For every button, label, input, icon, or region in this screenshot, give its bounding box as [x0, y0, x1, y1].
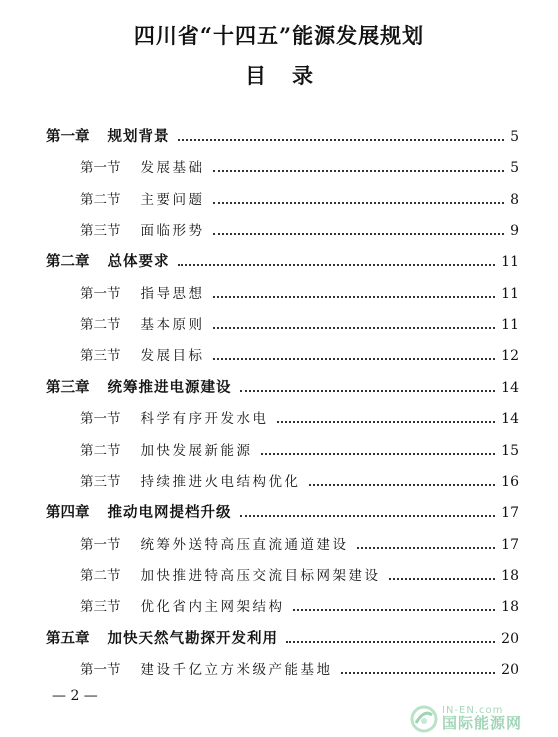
dot-leader — [341, 671, 496, 674]
toc-entry-number: 第四章 — [46, 504, 90, 522]
dot-leader — [213, 295, 496, 298]
dot-leader — [240, 389, 496, 392]
dot-leader — [213, 232, 505, 235]
toc-entry-page: 16 — [501, 473, 519, 490]
toc-entry-number: 第一节 — [80, 160, 121, 177]
toc-section-row[interactable] — [80, 155, 519, 177]
toc-section-row[interactable] — [80, 406, 519, 428]
toc-entry-title: 推动电网提档升级 — [107, 504, 232, 522]
toc-entry-page: 14 — [501, 379, 519, 396]
toc-entry-page: 11 — [501, 254, 519, 271]
toc-entry-number: 第一节 — [80, 536, 121, 553]
toc-entry-title: 加快天然气勘探开发利用 — [107, 629, 278, 647]
toc-entry-number: 第三节 — [80, 223, 121, 240]
dot-leader — [178, 138, 505, 141]
dot-leader — [309, 483, 496, 486]
toc-entry-number: 第三节 — [80, 473, 121, 490]
toc-entry-number: 第一节 — [80, 285, 121, 302]
page-number: — 2 — — [52, 688, 98, 704]
toc-entry-title: 面临形势 — [140, 223, 205, 240]
dot-leader — [213, 169, 505, 172]
toc-section-row[interactable] — [80, 187, 519, 209]
toc-entry-number: 第二节 — [80, 567, 121, 584]
toc-section-row[interactable] — [80, 469, 519, 491]
toc-entry-page: 5 — [510, 129, 519, 145]
toc-section-row[interactable] — [80, 532, 519, 554]
toc-entry-title: 基本原则 — [140, 317, 205, 334]
watermark-cn: 国际能源网 — [442, 714, 523, 732]
toc-section-row[interactable] — [80, 594, 519, 616]
toc-entry-title: 持续推进火电结构优化 — [140, 473, 301, 490]
watermark-en: IN-EN.com — [442, 705, 504, 716]
toc-entry-title: 科学有序开发水电 — [140, 411, 269, 428]
toc-section-row[interactable] — [80, 343, 519, 365]
toc-entry-page: 17 — [501, 536, 519, 553]
toc-entry-title: 优化省内主网架结构 — [140, 599, 285, 616]
toc-entry-number: 第三节 — [80, 599, 121, 616]
dot-leader — [178, 263, 496, 266]
toc-entry-page: 5 — [510, 160, 519, 177]
toc-section-row[interactable] — [80, 218, 519, 240]
toc-section-row[interactable] — [80, 438, 519, 460]
dot-leader — [213, 201, 505, 204]
toc-entry-title: 主要问题 — [140, 191, 205, 208]
toc-chapter-row[interactable] — [46, 124, 519, 146]
toc-entry-page: 11 — [501, 285, 519, 302]
toc-entry-page: 20 — [501, 630, 519, 647]
toc-entry-page: 12 — [501, 348, 519, 365]
watermark — [410, 700, 558, 737]
toc-entry-page: 14 — [501, 411, 519, 428]
toc-entry-page: 17 — [501, 505, 519, 522]
toc-entry-page: 20 — [501, 661, 519, 678]
toc-entry-number: 第二节 — [80, 317, 121, 334]
toc-entry-number: 第一章 — [46, 128, 90, 145]
toc-entry-number: 第二章 — [46, 253, 90, 271]
dot-leader — [293, 608, 496, 611]
in-en-logo-icon — [410, 705, 438, 733]
toc-entry-page: 18 — [501, 567, 519, 584]
toc-heading: 目录 — [245, 63, 339, 88]
toc-chapter-row[interactable] — [46, 626, 519, 648]
toc-section-row[interactable] — [80, 281, 519, 303]
toc-entry-title: 规划背景 — [107, 128, 170, 145]
toc-entry-number: 第五章 — [46, 629, 90, 647]
toc-chapter-row[interactable] — [46, 500, 519, 522]
dot-leader — [240, 514, 496, 517]
toc-entry-number: 第三章 — [46, 378, 90, 396]
toc-entry-page: 18 — [501, 599, 519, 616]
toc-section-row[interactable] — [80, 312, 519, 334]
toc-entry-number: 第一节 — [80, 661, 121, 678]
dot-leader — [357, 546, 496, 549]
toc-entry-title: 总体要求 — [107, 253, 170, 271]
toc-entry-page: 15 — [501, 442, 519, 459]
toc-entry-title: 统筹外送特高压直流通道建设 — [140, 536, 349, 553]
dot-leader — [261, 452, 496, 455]
dot-leader — [213, 357, 496, 360]
toc-chapter-row[interactable] — [46, 249, 519, 271]
dot-leader — [277, 420, 496, 423]
toc-entry-page: 8 — [510, 191, 519, 208]
toc-entry-title: 建设千亿立方米级产能基地 — [140, 661, 333, 678]
toc-entry-title: 加快发展新能源 — [140, 442, 253, 459]
toc-chapter-row[interactable] — [46, 375, 519, 397]
toc-entry-title: 发展基础 — [140, 160, 205, 177]
toc-entry-title: 指导思想 — [140, 285, 205, 302]
toc-entry-number: 第二节 — [80, 442, 121, 459]
toc-entry-page: 9 — [510, 223, 519, 240]
toc-entry-number: 第三节 — [80, 348, 121, 365]
dot-leader — [389, 577, 496, 580]
toc-entry-number: 第二节 — [80, 191, 121, 208]
toc-entry-title: 发展目标 — [140, 348, 205, 365]
toc-section-row[interactable] — [80, 563, 519, 585]
toc-entry-number: 第一节 — [80, 411, 121, 428]
dot-leader — [213, 326, 496, 329]
toc-entry-title: 加快推进特高压交流目标网架建设 — [140, 567, 381, 584]
document-title: 四川省“十四五”能源发展规划 — [133, 23, 425, 48]
toc-entry-title: 统筹推进电源建设 — [107, 378, 232, 396]
dot-leader — [286, 640, 495, 643]
toc-entry-page: 11 — [501, 317, 519, 334]
toc-section-row[interactable] — [80, 657, 519, 679]
